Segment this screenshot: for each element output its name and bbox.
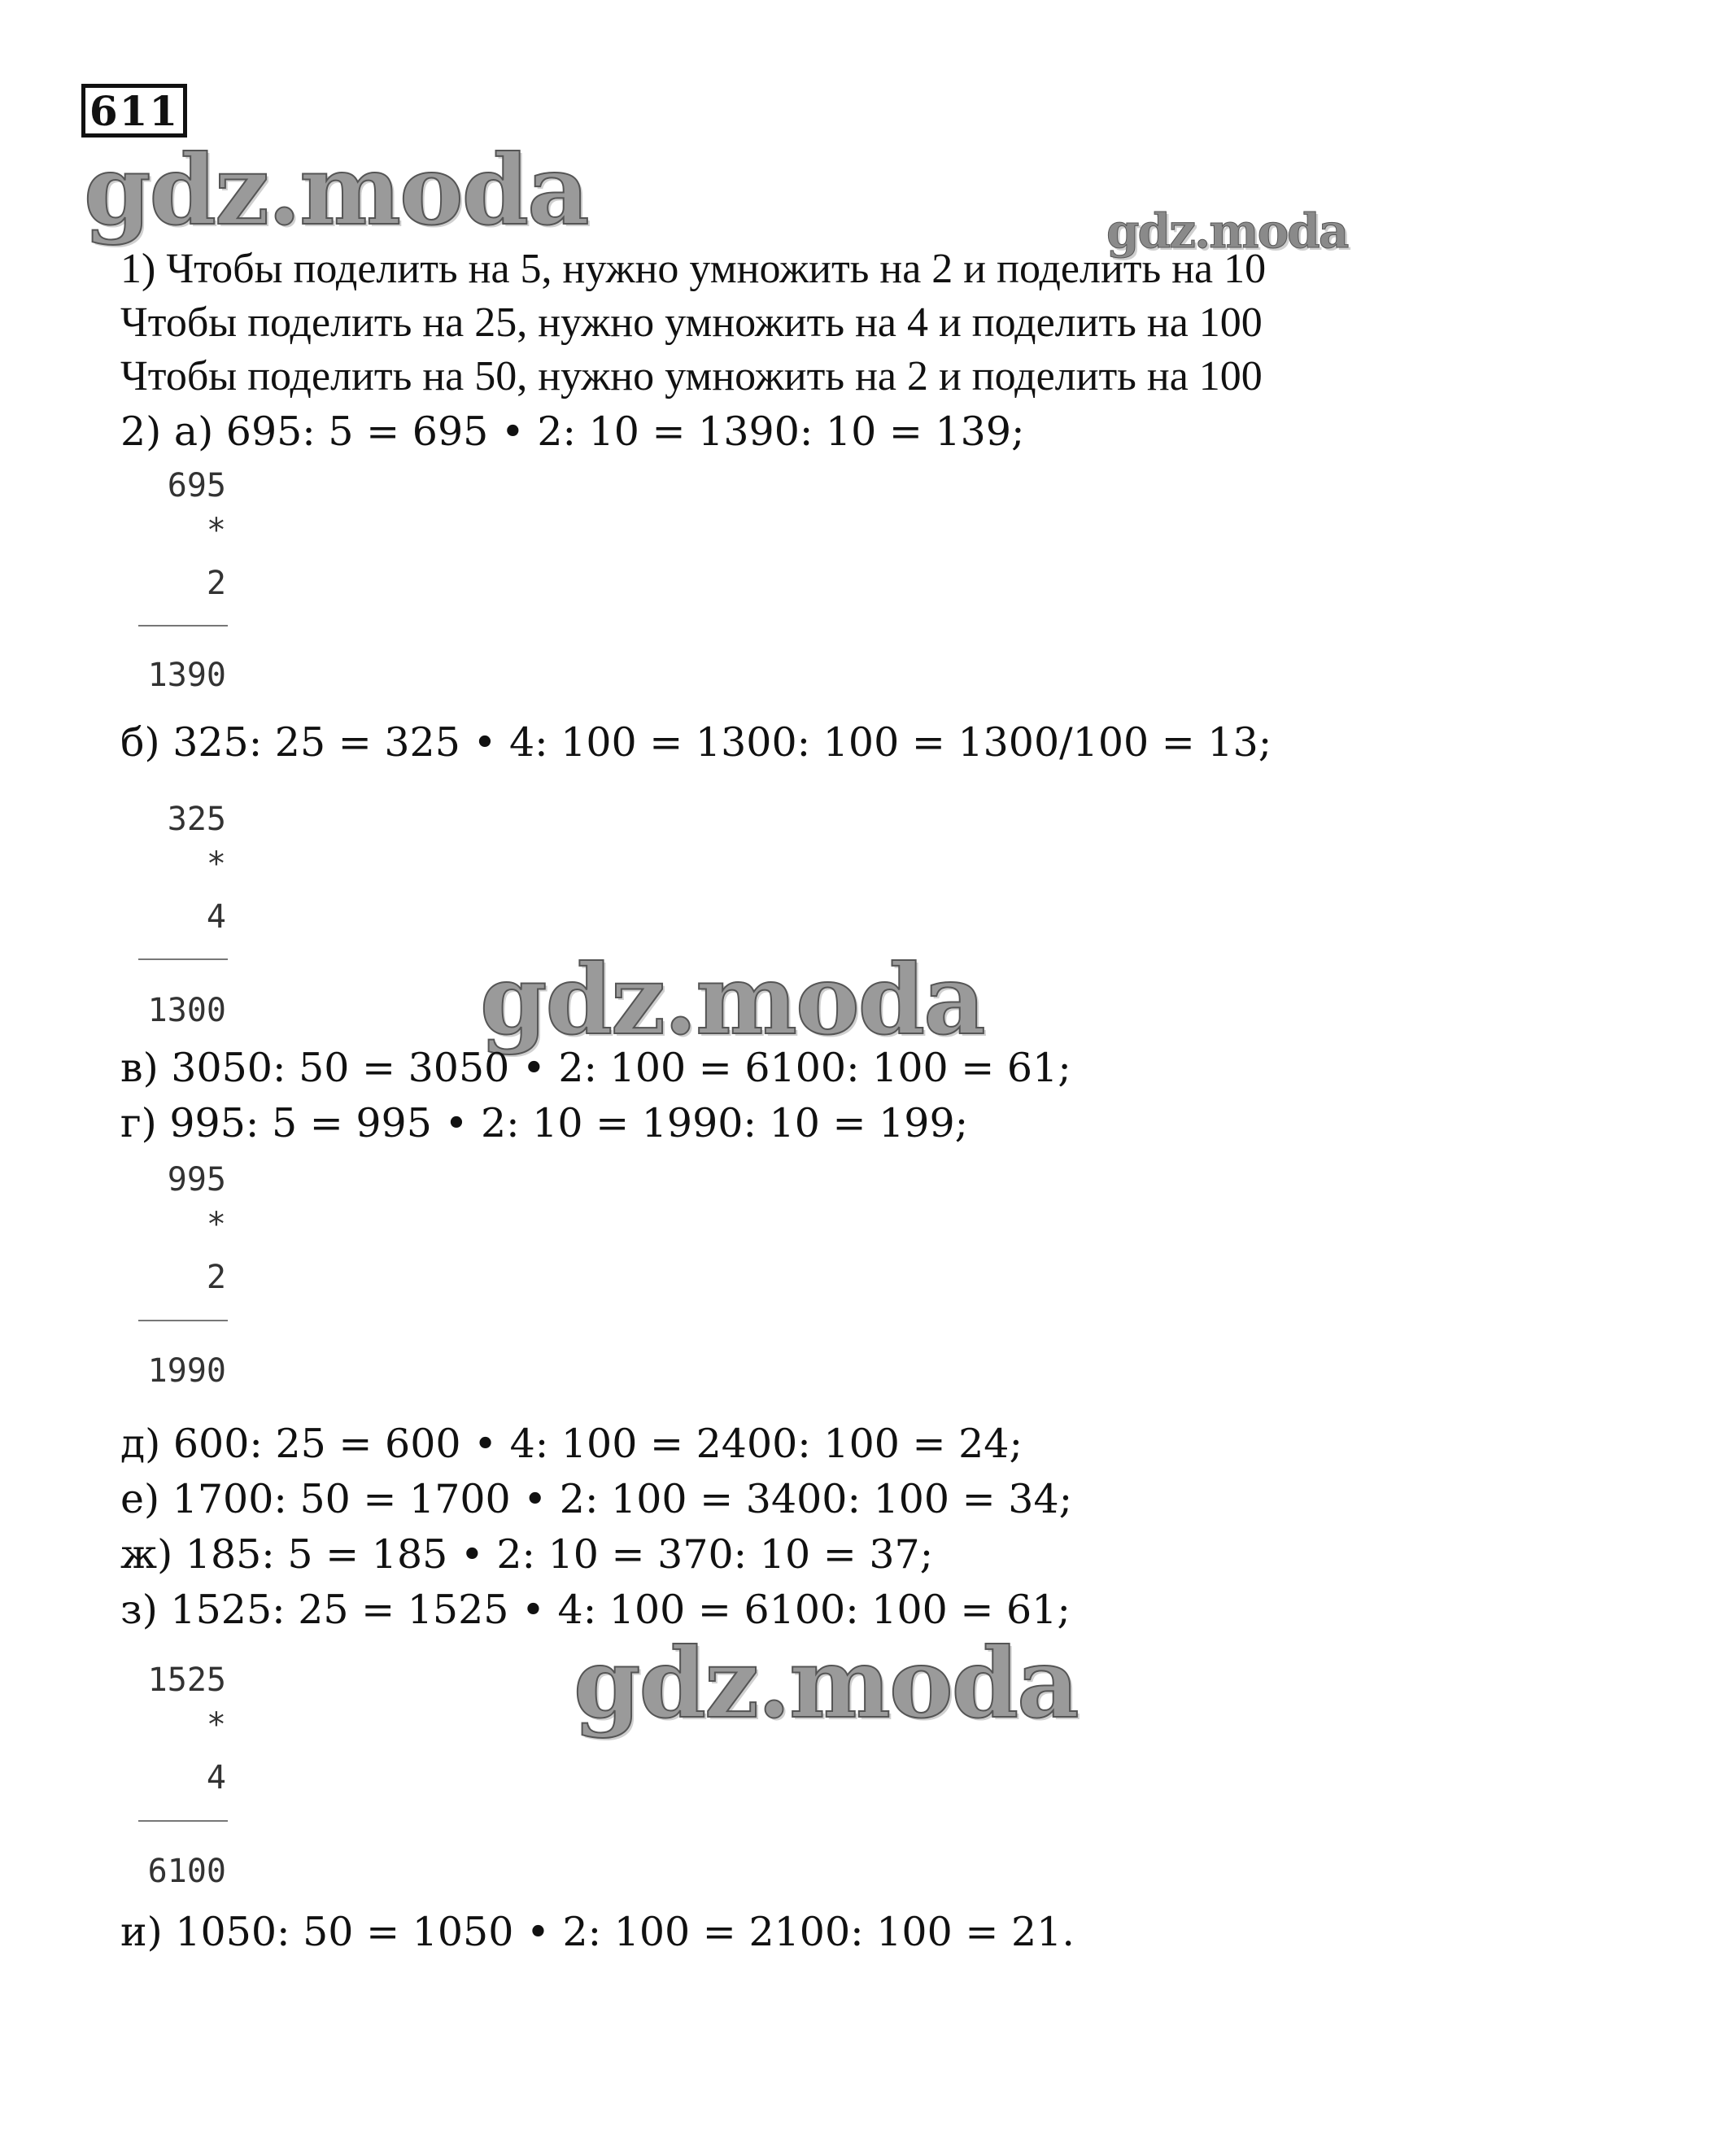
column-g-rule bbox=[138, 1320, 228, 1321]
rule-line-2: Чтобы поделить на 25, нужно умножить на 4 и поделить на 100 bbox=[120, 299, 1263, 346]
item-b: б) 325: 25 = 325 • 4: 100 = 1300: 100 = 1300/100 = 13; bbox=[120, 719, 1272, 766]
column-a-op: * bbox=[206, 512, 226, 549]
item-z: з) 1525: 25 = 1525 • 4: 100 = 6100: 100 = 61; bbox=[120, 1587, 1071, 1633]
task-number: 611 bbox=[81, 84, 187, 138]
watermark-top: gdz.moda bbox=[84, 133, 588, 247]
column-a-result: 1390 bbox=[147, 657, 226, 694]
column-z-factor: 4 bbox=[206, 1759, 226, 1797]
column-g-factor: 2 bbox=[206, 1259, 226, 1296]
item-v: в) 3050: 50 = 3050 • 2: 100 = 6100: 100 = 61; bbox=[120, 1045, 1071, 1091]
column-g-top: 995 bbox=[167, 1161, 226, 1198]
rule-line-1: 1) Чтобы поделить на 5, нужно умножить на 2 и поделить на 10 bbox=[120, 246, 1267, 292]
column-b-factor: 4 bbox=[206, 898, 226, 936]
column-b-result: 1300 bbox=[147, 992, 226, 1029]
column-z-top: 1525 bbox=[147, 1661, 226, 1699]
column-g-result: 1990 bbox=[147, 1352, 226, 1390]
column-a-rule bbox=[138, 625, 228, 627]
column-g-op: * bbox=[206, 1206, 226, 1243]
column-a-factor: 2 bbox=[206, 565, 226, 602]
item-i: и) 1050: 50 = 1050 • 2: 100 = 2100: 100 = 21. bbox=[120, 1909, 1075, 1955]
item-d: д) 600: 25 = 600 • 4: 100 = 2400: 100 = 24; bbox=[120, 1421, 1023, 1467]
column-z-result: 6100 bbox=[147, 1853, 226, 1890]
watermark-small: gdz.moda bbox=[1106, 203, 1348, 259]
item-e: е) 1700: 50 = 1700 • 2: 100 = 3400: 100 = 34; bbox=[120, 1476, 1073, 1522]
column-z-op: * bbox=[206, 1706, 226, 1744]
column-b-op: * bbox=[206, 845, 226, 883]
column-b-rule bbox=[138, 958, 228, 960]
column-a-top: 695 bbox=[167, 467, 226, 504]
item-g: г) 995: 5 = 995 • 2: 10 = 1990: 10 = 199; bbox=[120, 1100, 969, 1146]
watermark-middle: gdz.moda bbox=[480, 943, 984, 1056]
column-b-top: 325 bbox=[167, 801, 226, 838]
item-a: 2) а) 695: 5 = 695 • 2: 10 = 1390: 10 = 139; bbox=[120, 408, 1025, 455]
column-z-rule bbox=[138, 1820, 228, 1822]
rule-line-3: Чтобы поделить на 50, нужно умножить на 2 и поделить на 100 bbox=[120, 353, 1263, 399]
watermark-bottom: gdz.moda bbox=[574, 1626, 1078, 1740]
item-zh: ж) 185: 5 = 185 • 2: 10 = 370: 10 = 37; bbox=[120, 1531, 934, 1578]
